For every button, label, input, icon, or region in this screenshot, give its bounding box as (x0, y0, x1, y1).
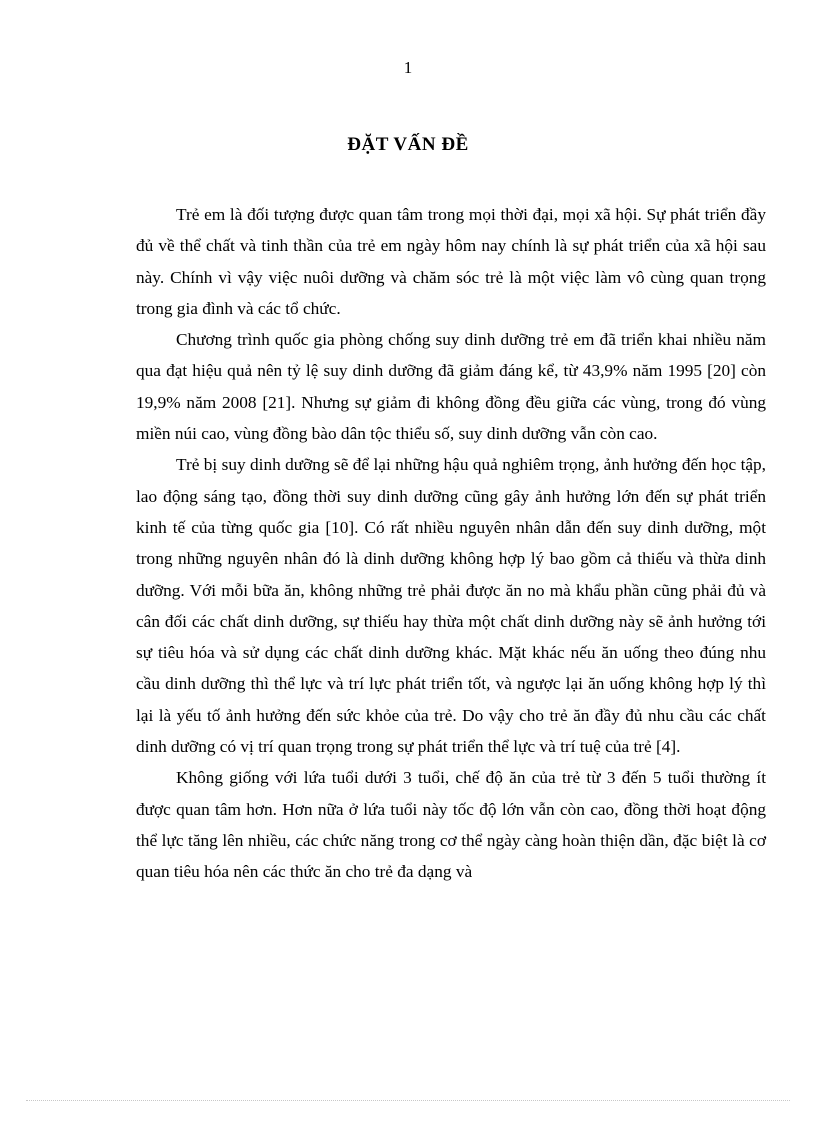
page-bottom-divider (26, 1100, 790, 1101)
paragraph-1: Trẻ em là đối tượng được quan tâm trong mọi thời đại, mọi xã hội. Sự phát triển đầy đủ về thể chất và tinh thần của trẻ em ngày hôm nay chính là sự phát triển của xã hội sau này. Chính vì vậy việc nuôi dưỡng và chăm sóc trẻ là một việc làm vô cùng quan trọng trong gia đình và các tổ chức. (136, 205, 766, 318)
paragraph-3: Trẻ bị suy dinh dưỡng sẽ để lại những hậu quả nghiêm trọng, ảnh hưởng đến học tập, lao động sáng tạo, đồng thời suy dinh dưỡng cũng gây ảnh hưởng lớn đến sự phát triển kinh tế của từng quốc gia [10]. Có rất nhiều nguyên nhân dẫn đến suy dinh dưỡng, một trong những nguyên nhân đó là dinh dưỡng không hợp lý bao gồm cả thiếu và thừa dinh dưỡng. Với mỗi bữa ăn, không những trẻ phải được ăn no mà khẩu phần cũng phải đủ và cân đối các chất dinh dưỡng, sự thiếu hay thừa một chất dinh dưỡng này sẽ ảnh hưởng tới sự tiêu hóa và sử dụng các chất dinh dưỡng khác. Mặt khác nếu ăn uống theo đúng nhu cầu dinh dưỡng thì thể lực và trí lực phát triển tốt, và ngược lại ăn uống không hợp lý thì lại là yếu tố ảnh hưởng đến sức khỏe của trẻ. Do vậy cho trẻ ăn đầy đủ nhu cầu các chất dinh dưỡng có vị trí quan trọng trong sự phát triển thể lực và trí tuệ của trẻ [4]. (136, 455, 766, 757)
body-text (136, 199, 766, 888)
paragraph-4: Không giống với lứa tuổi dưới 3 tuổi, chế độ ăn của trẻ từ 3 đến 5 tuổi thường ít được quan tâm hơn. Hơn nữa ở lứa tuổi này tốc độ lớn vẫn còn cao, đồng thời hoạt động thể lực tăng lên nhiều, các chức năng trong cơ thể ngày càng hoàn thiện dần, đặc biệt là cơ quan tiêu hóa nên các thức ăn cho trẻ đa dạng và (136, 768, 766, 882)
page-number: 1 (403, 58, 413, 77)
page-title: ĐẶT VẤN ĐỀ (347, 134, 469, 155)
paragraph-2: Chương trình quốc gia phòng chống suy dinh dưỡng trẻ em đã triển khai nhiều năm qua đạt hiệu quả nên tỷ lệ suy dinh dưỡng đã giảm đáng kể, từ 43,9% năm 1995 [20] còn 19,9% năm 2008 [21]. Nhưng sự giảm đi không đồng đều giữa các vùng, trong đó vùng miền núi cao, vùng đồng bào dân tộc thiểu số, suy dinh dưỡng vẫn còn cao. (136, 330, 766, 444)
